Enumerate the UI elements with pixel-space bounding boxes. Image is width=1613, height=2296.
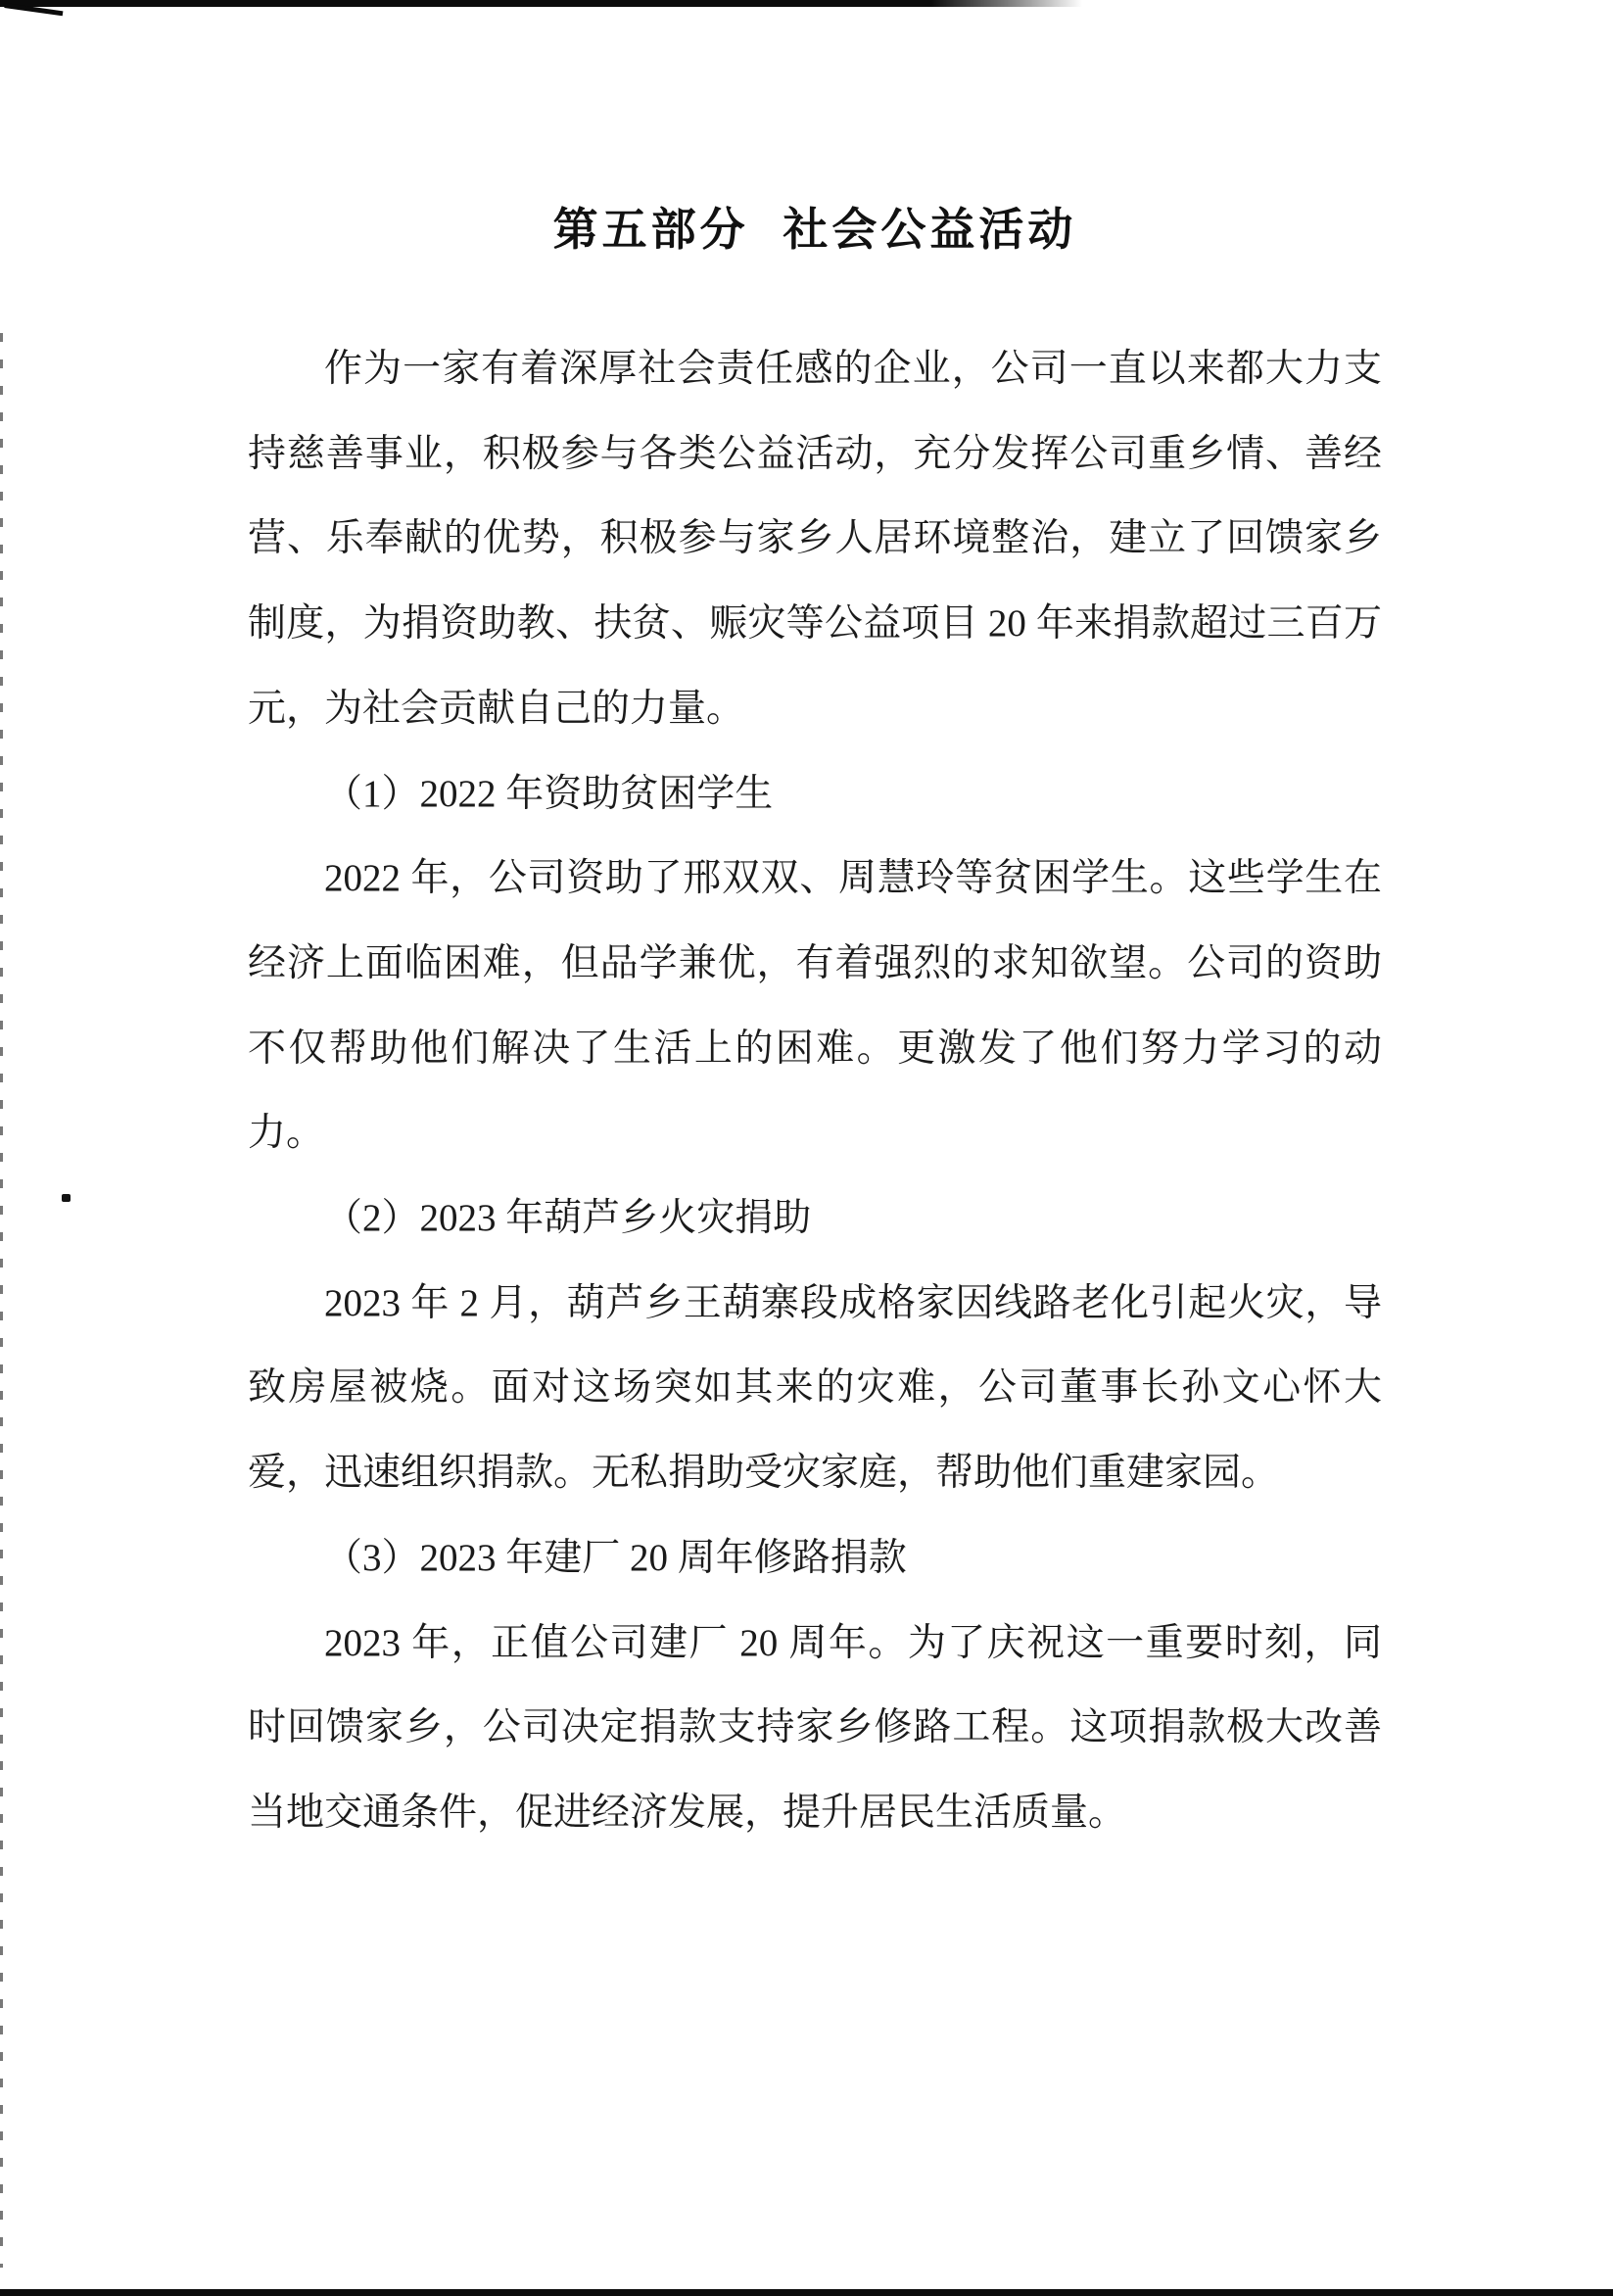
section-1-paragraph: 2022 年，公司资助了邢双双、周慧玲等贫困学生。这些学生在经济上面临困难，但品学兼优，有着强烈的求知欲望。公司的资助不仅帮助他们解决了生活上的困难。更激发了他们努力学习的动力。: [248, 857, 1382, 1155]
scan-artifact-left-edge: [0, 333, 3, 2268]
intro-paragraph: 作为一家有着深厚社会责任感的企业，公司一直以来都大力支持慈善事业，积极参与各类公益活动，充分发挥公司重乡情、善经营、乐奉献的优势，积极参与家乡人居环境整治，建立了回馈家乡制度，为捐资助教、扶贫、赈灾等公益项目 20 年来捐款超过三百万元，为社会贡献自己的力量。: [248, 348, 1382, 730]
section-3-heading: （3）2023 年建厂 20 周年修路捐款: [324, 1536, 907, 1579]
section-1-heading: （1）2022 年资助贫困学生: [324, 772, 774, 815]
section-2-paragraph: 2023 年 2 月，葫芦乡王葫寨段成格家因线路老化引起火灾，导致房屋被烧。面对这场突如其来的灾难，公司董事长孙文心怀大爱，迅速组织捐款。无私捐助受灾家庭，帮助他们重建家园。: [248, 1281, 1382, 1495]
section-2-heading: （2）2023 年葫芦乡火灾捐助: [324, 1197, 812, 1240]
document-title: 第五部分 社会公益活动: [552, 204, 1077, 255]
section-3-paragraph: 2023 年，正值公司建厂 20 周年。为了庆祝这一重要时刻，同时回馈家乡，公司决定捐款支持家乡修路工程。这项捐款极大改善当地交通条件，促进经济发展，提升居民生活质量。: [248, 1621, 1382, 1834]
scan-artifact-bottom-edge: [0, 2289, 1613, 2296]
document-body: [248, 327, 1382, 1856]
scan-artifact-top-edge: [0, 0, 1082, 7]
scan-artifact-ink-dot: [62, 1194, 71, 1202]
